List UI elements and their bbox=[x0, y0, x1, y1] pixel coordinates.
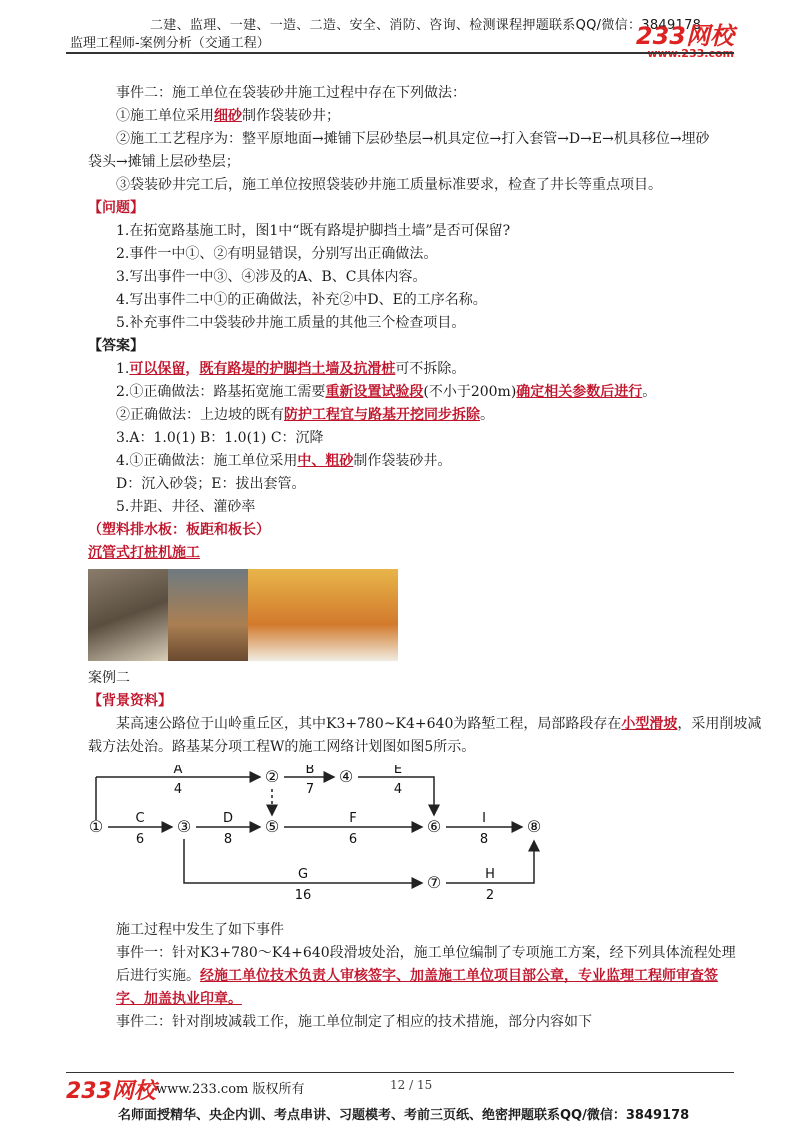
node-8: ⑧ bbox=[526, 817, 542, 836]
node-5: ⑤ bbox=[264, 817, 280, 836]
question-4: 4.写出事件二中①的正确做法，补充②中D、E的工序名称。 bbox=[116, 292, 487, 308]
answer-4: 4.①正确做法：施工单位采用中、粗砂制作袋装砂井。 bbox=[116, 453, 452, 469]
label-B: B bbox=[305, 765, 315, 777]
event2-item3: ③袋装砂井完工后，施工单位按照袋装砂井施工质量标准要求，检查了井长等重点项目。 bbox=[116, 177, 662, 193]
dur-D: 8 bbox=[223, 832, 233, 847]
highlight-fine-sand: 细砂 bbox=[214, 108, 242, 124]
dur-B: 7 bbox=[305, 782, 315, 797]
question-2: 2.事件一中①、②有明显错误，分别写出正确做法。 bbox=[116, 246, 438, 262]
node-4: ④ bbox=[338, 767, 354, 786]
dur-F: 6 bbox=[348, 832, 358, 847]
node-2: ② bbox=[264, 767, 280, 786]
network-diagram bbox=[88, 765, 738, 915]
page-content bbox=[88, 82, 762, 1034]
photo-pile-machine bbox=[248, 569, 398, 661]
brand-logo-url: www.233.com bbox=[647, 47, 734, 60]
dur-A: 4 bbox=[173, 782, 183, 797]
node-6: ⑥ bbox=[426, 817, 442, 836]
photo-workers-2 bbox=[168, 569, 248, 661]
background-line1: 某高速公路位于山岭重丘区，其中K3+780~K4+640为路堑工程，局部路段存在小型滑坡，采用削坡减 bbox=[116, 716, 762, 732]
construction-photos bbox=[88, 569, 398, 661]
brand-logo-text: 233网校 bbox=[635, 22, 734, 50]
footer-logo: 233网校 bbox=[66, 1079, 156, 1104]
label-D: D bbox=[222, 811, 234, 826]
answer-4b: D：沉入砂袋；E：拔出套管。 bbox=[116, 476, 306, 492]
label-G: G bbox=[297, 867, 309, 882]
note-plastic-board: （塑料排水板：板距和板长） bbox=[88, 522, 270, 538]
node-3: ③ bbox=[176, 817, 192, 836]
question-1: 1.在拓宽路基施工时，图1中“既有路堤护脚挡土墙”是否可保留? bbox=[116, 223, 511, 239]
background-line2: 载方法处治。路基某分项工程W的施工网络计划图如图5所示。 bbox=[88, 739, 476, 755]
dur-C: 6 bbox=[135, 832, 145, 847]
answer-1: 1.可以保留，既有路堤的护脚挡土墙及抗滑桩可不拆除。 bbox=[116, 361, 466, 377]
header-divider bbox=[66, 52, 734, 54]
question-3: 3.写出事件一中③、④涉及的A、B、C具体内容。 bbox=[116, 269, 427, 285]
footer-contact-line: 名师面授精华、央企内训、考点串讲、习题模考、考前三页纸、绝密押题联系QQ/微信：3849178 bbox=[118, 1108, 690, 1123]
event2-case2-text: 事件二：针对削坡减载工作，施工单位制定了相应的技术措施，部分内容如下 bbox=[116, 1014, 592, 1030]
answer-2b: ②正确做法：上边坡的既有防护工程宜与路基开挖同步拆除。 bbox=[116, 407, 494, 423]
label-F: F bbox=[349, 811, 357, 826]
footer-divider bbox=[66, 1072, 734, 1073]
answer-5: 5.井距、井径、灌砂率 bbox=[116, 499, 256, 515]
label-A: A bbox=[173, 765, 183, 777]
case2-title: 案例二 bbox=[88, 670, 130, 686]
footer-copyright: www.233.com 版权所有 bbox=[156, 1082, 305, 1097]
dur-G: 16 bbox=[294, 888, 312, 903]
note-pile-driver: 沉管式打桩机施工 bbox=[88, 545, 200, 561]
event2-title: 事件二：施工单位在袋装砂井施工过程中存在下列做法： bbox=[116, 85, 466, 101]
event2-item2-cont: 袋头→摊铺上层砂垫层； bbox=[88, 154, 240, 170]
node-7: ⑦ bbox=[426, 873, 442, 892]
label-H: H bbox=[485, 867, 495, 882]
answer-2: 2.①正确做法：路基拓宽施工需要重新设置试验段(不小于200m)确定相关参数后进行。 bbox=[116, 384, 657, 400]
page-number: 12 / 15 bbox=[390, 1078, 433, 1092]
document-subtitle: 监理工程师-案例分析（交通工程） bbox=[70, 36, 270, 51]
event2-item2: ②施工工艺程序为：整平原地面→摊铺下层砂垫层→机具定位→打入套管→D→E→机具移位→埋砂 bbox=[116, 131, 710, 147]
events-intro: 施工过程中发生了如下事件 bbox=[116, 922, 284, 938]
node-1: ① bbox=[88, 817, 104, 836]
label-I: I bbox=[482, 811, 486, 826]
label-E: E bbox=[393, 765, 403, 777]
dur-I: 8 bbox=[479, 832, 489, 847]
answers-heading: 【答案】 bbox=[88, 338, 144, 354]
answer-3: 3.A：1.0(1) B：1.0(1) C：沉降 bbox=[116, 430, 324, 446]
dur-E: 4 bbox=[393, 782, 403, 797]
photo-workers-1 bbox=[88, 569, 168, 661]
dur-H: 2 bbox=[485, 888, 495, 903]
background-heading: 【背景资料】 bbox=[88, 693, 172, 709]
event2-item1: ①施工单位采用细砂制作袋装砂井； bbox=[116, 108, 340, 124]
event1-text: 事件一：针对K3+780～K4+640段滑坡处治，施工单位编制了专项施工方案，经下列具体流程处理后进行实施。经施工单位技术负责人审核签字、加盖施工单位项目部公章，专业监理工程师审查签字、加盖执业印章。 bbox=[116, 945, 736, 1007]
label-C: C bbox=[135, 811, 145, 826]
question-5: 5.补充事件二中袋装砂井施工质量的其他三个检查项目。 bbox=[116, 315, 466, 331]
header-contact-line: 二建、监理、一建、一造、二造、安全、消防、咨询、检测课程押题联系QQ/微信：3849178 bbox=[150, 18, 702, 33]
questions-heading: 【问题】 bbox=[88, 200, 144, 216]
